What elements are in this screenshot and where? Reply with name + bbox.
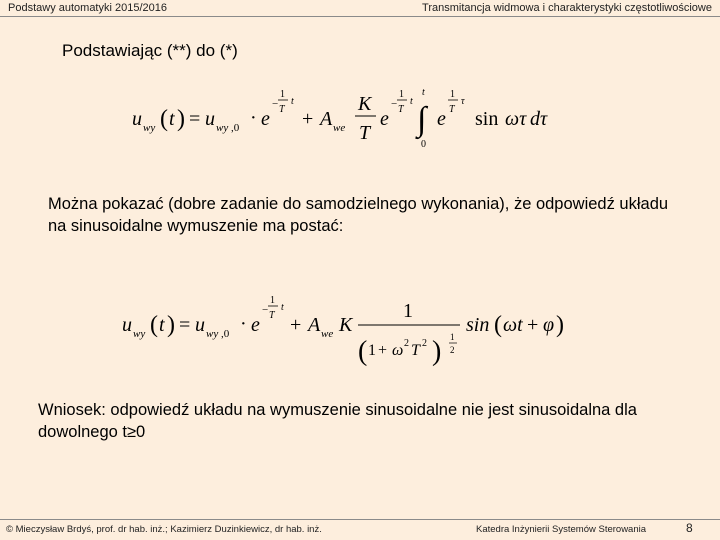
svg-text:sin: sin — [466, 314, 490, 336]
svg-text:t: t — [410, 96, 413, 107]
svg-text:T: T — [359, 122, 371, 144]
svg-text:T: T — [279, 104, 285, 115]
svg-text:·: · — [240, 313, 247, 335]
svg-text:wy: wy — [216, 122, 229, 134]
svg-text:+: + — [378, 342, 388, 359]
header-course-title: Podstawy automatyki 2015/2016 — [8, 2, 167, 14]
svg-text:=: = — [189, 108, 201, 130]
svg-text:,0: ,0 — [231, 122, 240, 134]
svg-text:u: u — [205, 108, 215, 130]
svg-text:t: t — [169, 108, 175, 130]
svg-text:we: we — [321, 328, 334, 340]
svg-text:0: 0 — [421, 139, 426, 150]
equation-substitution — [128, 84, 578, 154]
svg-text:(: ( — [150, 312, 158, 338]
svg-text:e: e — [251, 314, 260, 336]
svg-text:T: T — [449, 104, 455, 115]
svg-text:wy: wy — [143, 122, 156, 134]
svg-text:φ: φ — [543, 314, 555, 336]
svg-text:−: − — [272, 98, 279, 110]
svg-text:T: T — [411, 342, 420, 359]
svg-text:−: − — [262, 304, 269, 316]
svg-text:t: t — [422, 87, 425, 98]
svg-text:(: ( — [494, 312, 502, 338]
svg-text:dτ: dτ — [530, 108, 548, 130]
conclusion-text: Wniosek: odpowiedź układu na wymuszenie sinusoidalne nie jest sinusoidalna dla dowolnego t≥0 — [38, 401, 637, 441]
svg-text:K: K — [358, 93, 372, 115]
svg-text:1: 1 — [450, 89, 455, 100]
svg-text:∫: ∫ — [417, 101, 427, 138]
svg-text:·: · — [250, 107, 257, 129]
svg-text:sin: sin — [475, 108, 499, 130]
svg-text:A: A — [320, 108, 333, 130]
svg-text:u: u — [195, 314, 205, 336]
svg-text:we: we — [333, 122, 346, 134]
svg-text:A: A — [308, 314, 321, 336]
header-topic-title: Transmitancja widmowa i charakterystyki częstotliwościowe — [422, 2, 712, 14]
svg-text:1: 1 — [280, 89, 285, 100]
svg-text:1: 1 — [403, 300, 413, 322]
header-divider — [0, 16, 720, 17]
svg-text:τ: τ — [461, 96, 465, 107]
svg-text:1: 1 — [368, 342, 376, 359]
svg-text:T: T — [398, 104, 404, 115]
svg-text:,0: ,0 — [221, 328, 230, 340]
svg-text:): ) — [556, 312, 564, 338]
svg-text:ωτ: ωτ — [505, 108, 527, 130]
svg-text:e: e — [261, 108, 270, 130]
svg-text:u: u — [122, 314, 132, 336]
svg-text:T: T — [269, 310, 275, 321]
svg-text:): ) — [177, 106, 185, 132]
svg-text:t: t — [291, 96, 294, 107]
svg-text:2: 2 — [404, 338, 409, 349]
svg-text:K: K — [339, 314, 353, 336]
svg-text:+: + — [290, 314, 302, 336]
svg-text:t: t — [281, 302, 284, 313]
intro-text: Podstawiając (**) do (*) — [62, 41, 238, 60]
page-number: 8 — [686, 521, 693, 535]
svg-text:e: e — [380, 108, 389, 130]
footer-divider — [0, 519, 720, 520]
svg-text:u: u — [132, 108, 142, 130]
svg-text:+: + — [302, 108, 314, 130]
svg-text:e: e — [437, 108, 446, 130]
svg-text:=: = — [179, 314, 191, 336]
svg-text:(: ( — [358, 336, 368, 367]
svg-text:+: + — [527, 314, 539, 336]
footer-department: Katedra Inżynierii Systemów Sterowania — [476, 524, 647, 535]
svg-text:): ) — [432, 336, 442, 367]
svg-text:1: 1 — [450, 332, 455, 342]
svg-text:ω: ω — [392, 342, 404, 359]
svg-text:2: 2 — [422, 338, 427, 349]
statement-text: Można pokazać (dobre zadanie do samodzielnego wykonania), że odpowiedź układu na sinusoidalne wymuszenie ma postać: — [48, 195, 669, 235]
svg-text:1: 1 — [270, 295, 275, 306]
svg-text:t: t — [159, 314, 165, 336]
svg-text:2: 2 — [450, 345, 455, 355]
svg-text:wy: wy — [206, 328, 219, 340]
equation-response — [120, 288, 590, 368]
svg-text:): ) — [167, 312, 175, 338]
svg-text:wy: wy — [133, 328, 146, 340]
svg-text:−: − — [391, 98, 398, 110]
footer-authors: © Mieczysław Brdyś, prof. dr hab. inż.; Kazimierz Duzinkiewicz, dr hab. inż. — [6, 524, 322, 535]
svg-text:ωt: ωt — [503, 314, 523, 336]
svg-text:(: ( — [160, 106, 168, 132]
svg-text:1: 1 — [399, 89, 404, 100]
